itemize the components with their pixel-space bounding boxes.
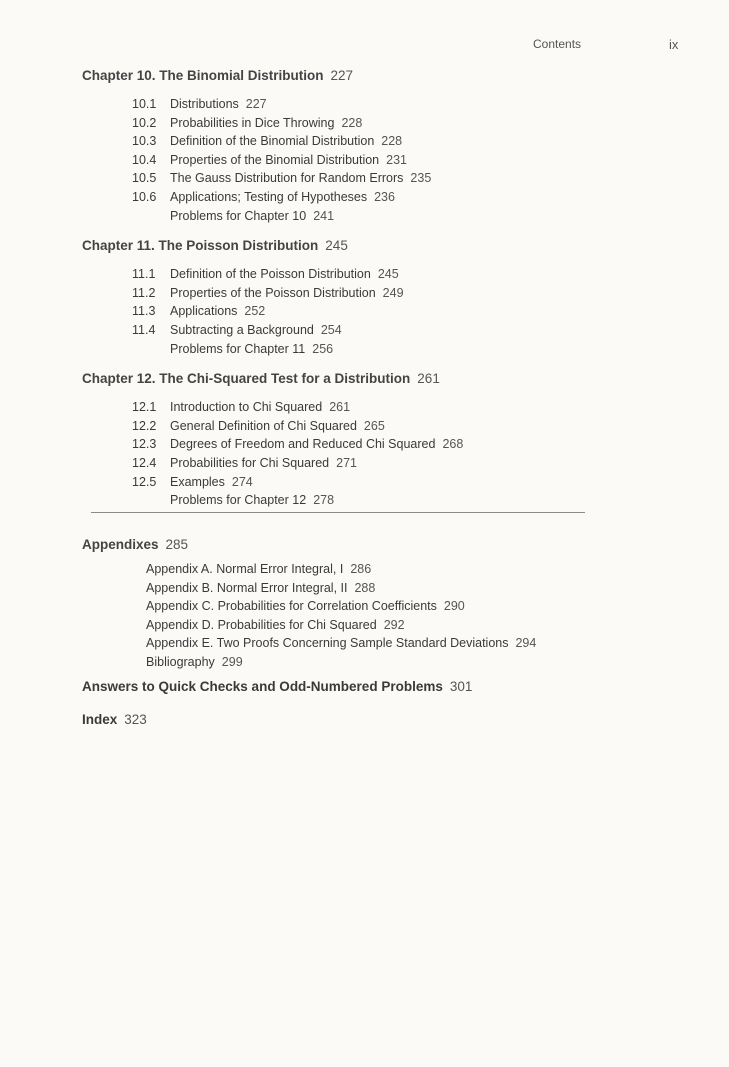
section-number: 12.1 [132,400,157,415]
appendixes-heading: Appendixes [82,537,159,552]
section-number: 10.5 [132,171,157,186]
toc-entry [132,114,702,133]
answers-page: 301 [449,679,473,694]
section-number: 11.1 [132,267,156,282]
section-page: 252 [244,304,266,319]
section-title: Properties of the Binomial Distribution [170,152,380,167]
section-number: 12.3 [132,437,157,452]
appendix-title: Appendix C. Probabilities for Correlation Coefficients [146,599,437,614]
section-page: 271 [336,455,357,470]
toc-entry [132,398,702,417]
running-head: Contents [533,37,582,51]
appendix-entry [146,560,702,579]
section-number: 11.2 [132,285,156,300]
appendix-title: Appendix B. Normal Error Integral, II [146,580,348,595]
appendix-page: 290 [443,599,465,614]
appendixes-page: 285 [165,537,189,552]
appendix-entry [146,634,702,653]
section-title: Distributions [170,97,239,111]
appendixes-title [82,535,702,554]
chapter-page: 261 [417,371,440,387]
problems-title: Problems for Chapter 12 [170,493,307,508]
section-number: 10.4 [132,152,157,167]
toc-entry-problems [132,491,702,510]
appendix-page: 299 [221,654,243,669]
toc-entry [132,151,702,170]
section-title: General Definition of Chi Squared [170,418,357,433]
chapter-title [82,66,702,85]
chapter-page: 227 [330,68,354,83]
section-list [132,265,702,358]
section-title: Properties of the Poisson Distribution [170,285,376,300]
index-page: 323 [124,712,147,727]
toc-entry [132,284,702,303]
appendix-entry [146,579,702,598]
appendix-page: 294 [515,636,537,651]
section-page: 231 [386,152,407,167]
index-title: Index [82,712,118,727]
section-title: Subtracting a Background [170,322,314,337]
section-list [132,95,702,225]
section-title: Probabilities in Dice Throwing [170,115,335,130]
toc-entry [132,454,702,473]
section-title: Definition of the Binomial Distribution [170,134,375,149]
section-page: 268 [442,437,464,452]
section-number: 10.1 [132,97,157,111]
section-list [132,398,702,510]
problems-page: 278 [313,493,335,508]
section-number: 12.2 [132,418,157,433]
toc-entry [132,132,702,151]
section-number: 12.5 [132,474,157,489]
toc-entry [132,95,702,114]
chapter-10 [82,66,702,225]
section-title: Examples [170,474,225,489]
appendix-entry [146,616,702,635]
section-title: Probabilities for Chi Squared [170,455,330,470]
toc-entry [132,473,702,492]
section-page: 274 [231,474,253,489]
section-number: 10.3 [132,134,157,149]
appendix-title: Appendix E. Two Proofs Concerning Sample Standard Deviations [146,636,509,651]
toc-entry [132,188,702,207]
toc-entry [132,435,702,454]
chapter-title [82,369,702,388]
section-page: 228 [381,134,403,149]
chapter-page: 245 [325,238,348,254]
section-title: Applications [170,304,238,319]
section-number: 11.3 [132,304,156,319]
appendix-page: 286 [350,562,372,576]
toc-entry [132,321,702,340]
chapter-heading: Chapter 12. The Chi-Squared Test for a Distribution [82,371,411,387]
problems-page: 256 [312,341,334,356]
toc-entry [132,417,702,436]
appendix-title: Bibliography [146,654,215,669]
section-page: 249 [382,285,404,300]
section-page: 254 [320,322,342,337]
section-page: 236 [374,189,395,204]
page-header [0,37,729,57]
toc-chapters [82,66,702,521]
appendix-page: 288 [354,580,376,595]
problems-title: Problems for Chapter 11 [170,341,306,356]
section-title: Degrees of Freedom and Reduced Chi Squared [170,437,436,452]
toc-entry [132,169,702,188]
section-page: 265 [363,418,385,433]
section-title: Applications; Testing of Hypotheses [170,189,368,204]
appendix-title: Appendix D. Probabilities for Chi Squared [146,617,377,632]
section-number: 11.4 [132,322,156,337]
appendix-list [146,560,702,672]
section-title: Introduction to Chi Squared [170,400,323,415]
answers-entry [82,679,472,694]
section-page: 235 [410,171,432,186]
section-page: 261 [329,400,351,415]
appendix-title: Appendix A. Normal Error Integral, I [146,562,344,576]
answers-title: Answers to Quick Checks and Odd-Numbered Problems [82,679,443,694]
chapter-title [82,236,702,255]
section-number: 12.4 [132,455,157,470]
toc-entry [132,302,702,321]
appendixes-block [82,535,702,672]
chapter-12 [82,369,702,510]
section-title: The Gauss Distribution for Random Errors [170,171,404,186]
chapter-11 [82,236,702,358]
section-number: 10.2 [132,115,157,130]
section-title: Definition of the Poisson Distribution [170,267,371,282]
toc-entry [132,265,702,284]
toc-entry-problems [132,340,702,359]
divider [91,512,585,513]
section-page: 228 [341,115,363,130]
problems-page: 241 [313,208,335,223]
appendix-entry [146,597,702,616]
chapter-heading: Chapter 11. The Poisson Distribution [82,238,319,254]
appendix-page: 292 [383,617,405,632]
section-number: 10.6 [132,189,157,204]
section-page: 227 [245,97,267,111]
page-number: ix [669,37,679,52]
toc-entry-problems [132,207,702,226]
appendix-entry [146,653,702,672]
section-page: 245 [377,267,399,282]
chapter-heading: Chapter 10. The Binomial Distribution [82,68,324,83]
problems-title: Problems for Chapter 10 [170,208,307,223]
index-entry [82,712,147,727]
